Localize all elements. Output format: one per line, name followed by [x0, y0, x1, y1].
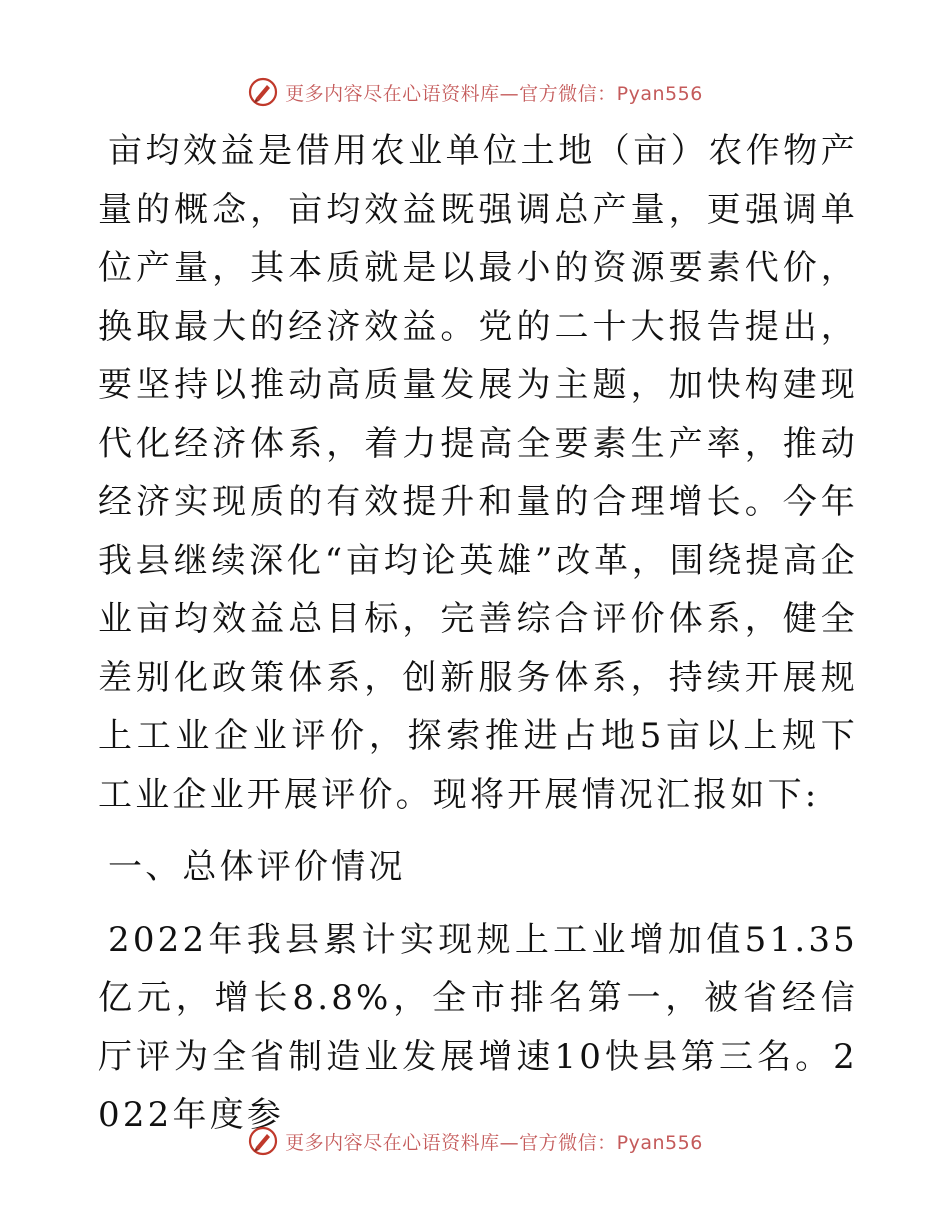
document-body — [98, 122, 858, 1145]
section-heading: 一、总体评价情况 — [108, 847, 406, 887]
pen-nib-logo-icon — [247, 1125, 279, 1157]
paragraph-overview: 2022年我县累计实现规上工业增加值51.35亿元，增长8.8%，全市排名第一，被省经信厅评为全省制造业发展增速10快县第三名。2022年度参 — [98, 919, 858, 1135]
paragraph-intro: 亩均效益是借用农业单位土地（亩）农作物产量的概念，亩均效益既强调总产量，更强调单位产量，其本质就是以最小的资源要素代价，换取最大的经济效益。党的二十大报告提出，要坚持以推动高质量发展为主题，加快构建现代化经济体系，着力提高全要素生产率，推动经济实现质的有效提升和量的合理增长。今年我县继续深化“亩均论英雄”改革，围绕提高企业亩均效益总目标，完善综合评价体系，健全差别化政策体系，创新服务体系，持续开展规上工业企业评价，探索推进占地5亩以上规下工业企业开展评价。现将开展情况汇报如下: — [98, 131, 858, 815]
watermark-text: 更多内容尽在心语资料库—官方微信：Pyan556 — [285, 82, 703, 105]
watermark-header — [0, 72, 950, 112]
pen-nib-logo-icon — [247, 76, 279, 108]
watermark-text: 更多内容尽在心语资料库—官方微信：Pyan556 — [285, 1131, 703, 1154]
watermark-footer — [0, 1121, 950, 1161]
